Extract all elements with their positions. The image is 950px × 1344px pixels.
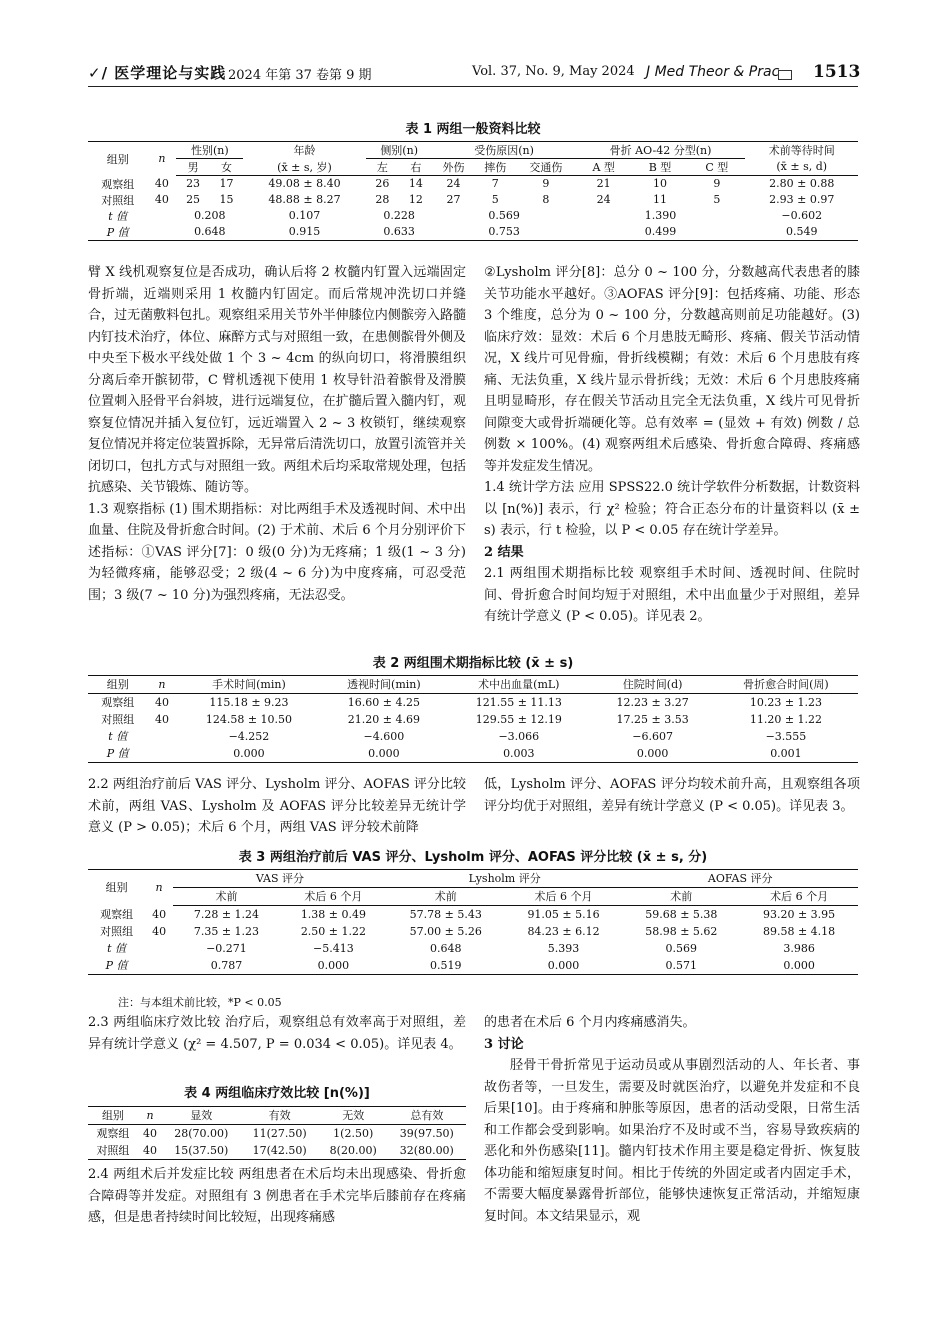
table-row	[88, 711, 858, 728]
cell: 10.23 ± 1.23	[749, 696, 823, 709]
cell	[147, 745, 176, 763]
cell: t 值	[108, 209, 128, 223]
t3-h-pre: 术前	[173, 888, 280, 906]
cell: 观察组	[101, 696, 135, 709]
cell: 40	[154, 713, 169, 726]
cell: 5	[491, 193, 499, 206]
cell: 58.98 ± 5.62	[645, 925, 718, 938]
cell: 0.569	[665, 942, 698, 955]
table-row	[88, 745, 858, 763]
cell: 0.633	[383, 225, 415, 238]
cell: 24	[596, 193, 611, 206]
cell: 观察组	[101, 177, 135, 191]
cell: 7	[491, 177, 499, 191]
paragraph: ②Lysholm 评分[8]：总分 0 ~ 100 分，分数越高代表患者的膝关节功能水平越好。③AOFAS 评分[9]：包括疼痛、功能、形态 3 个维度，总分为 0 ~ 100 分，分数越高则前足功能越好。(3) 临床疗效：显效：术后 6 个月患肢无畸形、疼痛、假关节活动情况，X 线片可见骨痂，骨折线模糊；有效：术后 6 个月患肢有疼痛、无法负重，X 线片显示骨折线；无效：术后 6 个月患肢疼痛且明显畸形，存在假关节活动且完全无法负重，X 线片可见骨折间隙变大或骨折端硬化等。总有效率 = (显效 + 有效) 例数 / 总例数 × 100%。(4) 观察两组术后感染、骨折愈合障碍、疼痛感等并发症发生情况。	[484, 265, 860, 474]
table4	[88, 1106, 466, 1160]
section-2-2-cont	[484, 774, 860, 817]
cell: 1.38 ± 0.49	[300, 908, 367, 921]
t3-h-aofas: AOFAS 评分	[622, 870, 858, 888]
t1-h-sex: 性别(n)	[176, 142, 243, 159]
table1-title: 表 1 两组一般资料比较	[405, 122, 541, 137]
cell: 57.00 ± 5.26	[409, 925, 482, 938]
t1-h-n: n	[158, 152, 166, 166]
journal-logo: ✓/ 医学理论与实践	[88, 64, 227, 82]
table-row	[88, 728, 858, 745]
cell: 对照组	[101, 713, 135, 726]
right-column-1	[484, 262, 860, 628]
table-row	[88, 940, 858, 957]
t1-h-a: A 型	[576, 159, 632, 176]
cell: 0.549	[785, 225, 818, 238]
cell: 0.648	[194, 225, 226, 238]
page-number: 1513	[813, 62, 861, 82]
cell: 40	[154, 193, 169, 206]
t1-h-c2: 摔伤	[474, 159, 516, 176]
t1-h-wait-unit: (x̄ ± s, d)	[745, 159, 858, 176]
paragraph: 2.3 两组临床疗效比较 治疗后，观察组总有效率高于对照组，差异有统计学意义 (χ² = 4.507, P = 0.034 < 0.05)。详见表 4。	[88, 1015, 466, 1052]
cell: 5.393	[547, 942, 580, 955]
section-2-2	[88, 774, 466, 839]
cell: 对照组	[101, 193, 135, 207]
cell: 8	[542, 193, 550, 206]
cell: 40	[154, 696, 169, 709]
cell: 21	[596, 177, 611, 191]
t2-h: 住院时间(d)	[591, 676, 714, 694]
t1-h-group: 组别	[106, 152, 129, 166]
cell: 1.390	[644, 209, 677, 222]
cell: 3.986	[783, 942, 815, 955]
t1-h-c3: 交通伤	[516, 159, 575, 176]
t1-h-left: 左	[366, 159, 399, 176]
t3-h-post: 术后 6 个月	[505, 888, 623, 906]
t1-h-female: 女	[210, 159, 243, 176]
cell: 12	[408, 193, 423, 206]
cell: t 值	[107, 942, 127, 955]
cell: 观察组	[100, 907, 134, 921]
cell: t 值	[108, 730, 128, 743]
t4-h: 有效	[240, 1107, 318, 1125]
t1-h-male: 男	[176, 159, 209, 176]
cell: 16.60 ± 4.25	[347, 696, 420, 709]
section-1-3: 1.3 观察指标 (1) 围术期指标：对比两组手术及透视时间、术中出血量、住院及骨折愈合时间。(2) 于术前、术后 6 个月分别评价下述指标：①VAS 评分[7]：0 级(0 分)为无疼痛；1 级(1 ~ 3 分)为轻微疼痛，能够忍受；2 级(4 ~ 6 分)为中度疼痛，可忍受范围；3 级(7 ~ 10 分)为强烈疼痛，无法忍受。	[88, 501, 466, 603]
cell: 84.23 ± 6.12	[527, 925, 600, 938]
t4-h: n	[138, 1107, 162, 1125]
cell: 0.499	[644, 225, 677, 238]
table-row	[88, 923, 858, 940]
t3-h-lysholm: Lysholm 评分	[387, 870, 623, 888]
cell: 0.753	[488, 225, 520, 238]
cell: 21.20 ± 4.69	[347, 713, 420, 726]
t3-h-post: 术后 6 个月	[280, 888, 387, 906]
cell: 28	[375, 193, 390, 206]
cell: 15	[219, 193, 234, 206]
section-2-heading: 2 结果	[484, 544, 524, 560]
cell: 7.28 ± 1.24	[193, 908, 260, 921]
table-row	[88, 1125, 466, 1143]
cell: 115.18 ± 9.23	[209, 696, 289, 709]
cell: 24	[446, 177, 461, 191]
table3	[88, 869, 858, 975]
cell: 14	[408, 177, 423, 191]
table2	[88, 675, 858, 763]
cell: 40	[154, 177, 169, 190]
table3-title: 表 3 两组治疗前后 VAS 评分、Lysholm 评分、AOFAS 评分比较 (x̄ ± s, 分)	[238, 850, 708, 865]
section-2-3	[88, 1012, 466, 1055]
t2-h: 组别	[88, 676, 147, 694]
cell: 0.208	[194, 209, 226, 222]
t3-h-group: 组别	[105, 881, 128, 895]
cell: 129.55 ± 12.19	[475, 713, 562, 726]
t1-h-age-unit: (x̄ ± s, 岁)	[243, 159, 365, 176]
cell: 0.000	[368, 747, 400, 760]
cell: P 值	[106, 225, 129, 239]
cell: 40	[143, 1127, 158, 1140]
t1-h-b: B 型	[632, 159, 688, 176]
t3-h-vas: VAS 评分	[173, 870, 387, 888]
cell: 0.915	[288, 225, 321, 238]
t2-h: 骨折愈合时间(周)	[714, 676, 858, 694]
cell: 0.519	[430, 959, 462, 972]
right-column-3	[484, 1012, 860, 1227]
cell: 124.58 ± 10.50	[205, 713, 293, 726]
cell: 40	[152, 907, 167, 921]
issue-cn: 2024 年第 37 卷第 9 期	[228, 68, 372, 83]
table3-note: 注：与本组术前比较，*P < 0.05	[118, 996, 282, 1009]
t2-h: 透视时间(min)	[321, 676, 446, 694]
paragraph: 2.4 两组术后并发症比较 两组患者在术后均未出现感染、骨折愈合障碍等并发症。对照组有 3 例患者在手术完毕后膝前存在疼痛感，但是患者持续时间比较短，出现疼痛感	[88, 1167, 466, 1225]
t4-h: 总有效	[388, 1107, 466, 1125]
cell: −0.271	[206, 942, 247, 955]
table-row	[88, 192, 858, 208]
cell: 0.107	[288, 209, 321, 222]
cell: 0.000	[636, 747, 669, 760]
cell: 26	[375, 177, 390, 191]
cell: 10	[653, 177, 667, 191]
left-column-1	[88, 262, 466, 606]
cell: 27	[446, 193, 461, 206]
t1-h-ao: 骨折 AO-42 分型(n)	[576, 142, 746, 159]
cell: 2.80 ± 0.88	[769, 177, 835, 191]
t1-h-age: 年龄	[293, 144, 316, 158]
table-row	[88, 957, 858, 975]
t2-h: 手术时间(min)	[176, 676, 321, 694]
cell: 12.23 ± 3.27	[616, 696, 689, 709]
cell: 2.50 ± 1.22	[300, 925, 367, 938]
cell: 0.571	[665, 959, 698, 972]
cell: 40	[152, 925, 167, 938]
cell: 0.000	[783, 959, 815, 972]
table-row	[88, 1142, 466, 1160]
cell	[145, 940, 173, 957]
cell: 121.55 ± 11.13	[475, 696, 562, 709]
t3-h-pre: 术前	[622, 888, 740, 906]
cell: 11(27.50)	[252, 1127, 307, 1140]
cell: 0.000	[317, 959, 350, 972]
section-1-4: 1.4 统计学方法 应用 SPSS22.0 统计学软件分析数据，计数资料以 [n(%)] 表示，行 χ² 检验；符合正态分布的计量资料以 (x̄ ± s) 表示，行 t 检验，以 P < 0.05 存在统计学差异。	[484, 480, 860, 538]
t4-h: 组别	[88, 1107, 138, 1125]
running-header	[88, 60, 861, 87]
t3-h-pre: 术前	[387, 888, 505, 906]
cell: 28(70.00)	[174, 1127, 229, 1140]
cell	[147, 728, 176, 745]
cell: 0.003	[503, 747, 535, 760]
cell: 11	[653, 193, 667, 206]
cell: −3.066	[498, 730, 540, 743]
t4-h: 显效	[162, 1107, 240, 1125]
cell: 17	[219, 177, 234, 191]
cell: −6.607	[632, 730, 673, 743]
cell: 5	[713, 193, 721, 206]
cell: 0.000	[547, 959, 580, 972]
cell: −0.602	[781, 209, 823, 222]
cell: 91.05 ± 5.16	[527, 908, 600, 921]
issue-en: Vol. 37, No. 9, May 2024	[472, 64, 635, 79]
cell: −4.600	[363, 730, 405, 743]
table-row	[88, 906, 858, 924]
cell: −5.413	[313, 942, 354, 955]
cell: P 值	[105, 959, 128, 972]
cell: 9	[542, 177, 550, 191]
section-3-heading: 3 讨论	[484, 1036, 524, 1052]
cell: 48.88 ± 8.27	[268, 193, 341, 206]
paragraph: 2.2 两组治疗前后 VAS 评分、Lysholm 评分、AOFAS 评分比较 术前，两组 VAS、Lysholm 及 AOFAS 评分比较差异无统计学意义 (P > 0.05)；术后 6 个月，两组 VAS 评分较术前降	[88, 777, 466, 835]
cell: P 值	[106, 747, 129, 760]
table4-title: 表 4 两组临床疗效比较 [n(%)]	[184, 1086, 370, 1101]
cell: 57.78 ± 5.43	[409, 908, 482, 921]
cell: 15(37.50)	[174, 1144, 229, 1157]
t2-h: 术中出血量(mL)	[446, 676, 591, 694]
cell: 观察组	[96, 1127, 130, 1140]
cell: 49.08 ± 8.40	[268, 177, 341, 191]
cell: −4.252	[228, 730, 270, 743]
cell: 25	[186, 193, 201, 206]
paragraph: 臂 X 线机观察复位是否成功，确认后将 2 枚髓内钉置入远端固定骨折端，近端则采用 1 枚髓内钉固定。而后常规冲洗切口并缝合，过无菌敷料包扎。观察组采用关节外半伸膝位内侧髌旁入路髓内钉技术治疗，体位、麻醉方式与对照组一致，在患侧髌骨外侧及中央至下极水平线处做 1 个 3 ~ 4cm 的纵向切口，将滑膜组织分离后牵开髌韧带，C 臂机透视下使用 1 枚导针沿着髌骨及滑膜位置刺入胫骨平台斜坡，进行远端复位，在扩髓后置入髓内钉，观察复位情况并插入复位钉，远近端置入 2 ~ 3 枚锁钉，继续观察复位情况并将定位装置拆除，无异常后清洗切口，放置引流管并关闭切口，包扎方式与对照组一致。两组术后均采取常规处理，包括抗感染、关节锻炼、随访等。	[88, 265, 466, 495]
cell	[145, 957, 173, 975]
cell: 23	[186, 177, 201, 191]
journal-en: J Med Theor & Prac	[646, 64, 780, 80]
cell: 7.35 ± 1.23	[193, 925, 260, 938]
cell: 89.58 ± 4.18	[762, 925, 836, 938]
cell: 2.93 ± 0.97	[769, 193, 835, 206]
t3-h-post: 术后 6 个月	[740, 888, 858, 906]
t2-h: n	[147, 676, 176, 694]
table-row	[88, 694, 858, 712]
t1-h-wait: 术前等待时间	[768, 144, 835, 158]
cell: 9	[713, 177, 721, 191]
header-box-icon	[778, 70, 792, 80]
cell: 0.228	[383, 209, 415, 222]
cell: 1(2.50)	[333, 1127, 374, 1140]
cell: 对照组	[96, 1144, 130, 1157]
table-row	[88, 176, 858, 192]
t1-h-c: C 型	[688, 159, 745, 176]
cell: 32(80.00)	[399, 1144, 454, 1157]
cell: 39(97.50)	[399, 1127, 454, 1140]
cell: 0.569	[488, 209, 520, 222]
t3-h-n: n	[155, 881, 163, 895]
t1-h-c1: 外伤	[433, 159, 475, 176]
table-row	[88, 208, 858, 224]
cell: 40	[143, 1144, 158, 1157]
paragraph: 胫骨干骨折常见于运动员或从事剧烈活动的人、年长者、事故伤者等，一旦发生，需要及时就医治疗，以避免并发症和不良后果[10]。由于疼痛和肿胀等原因，患者的活动受限，日常生活和工作都会受到影响。如果治疗不及时或不当，容易导致疾病的恶化和外伤感染[11]。髓内钉技术作用主要是稳定骨折、恢复肢体功能和缩短康复时间。相比于传统的外固定或者内固定手术，不需要大幅度暴露骨折部位，能够快速恢复正常活动，并缩短康复时间。本文结果显示，观	[484, 1058, 860, 1224]
cell: 0.001	[770, 747, 802, 760]
cell: 11.20 ± 1.22	[749, 713, 823, 726]
cell: 0.648	[430, 942, 462, 955]
paragraph: 低，Lysholm 评分、AOFAS 评分均较术前升高，且观察组各项评分均优于对照组，差异有统计学意义 (P < 0.05)。详见表 3。	[484, 777, 860, 814]
t4-h: 无效	[319, 1107, 388, 1125]
t1-h-side: 侧别(n)	[366, 142, 433, 159]
cell: 8(20.00)	[329, 1144, 377, 1157]
cell: 0.787	[210, 959, 243, 972]
section-2-1: 2.1 两组围术期指标比较 观察组手术时间、透视时间、住院时间、骨折愈合时间均短于对照组，术中出血量少于对照组，差异有统计学意义 (P < 0.05)。详见表 2。	[484, 566, 860, 624]
table-row	[88, 224, 858, 241]
table1	[88, 141, 858, 241]
section-2-4	[88, 1164, 466, 1229]
cell: 0.000	[233, 747, 265, 760]
cell: −3.555	[765, 730, 807, 743]
paragraph: 的患者在术后 6 个月内疼痛感消失。	[484, 1015, 696, 1030]
cell: 93.20 ± 3.95	[762, 908, 836, 921]
cell: 对照组	[100, 925, 134, 938]
table2-title: 表 2 两组围术期指标比较 (x̄ ± s)	[372, 656, 574, 671]
cell: 17.25 ± 3.53	[616, 713, 689, 726]
t1-h-cause: 受伤原因(n)	[433, 142, 576, 159]
cell: 59.68 ± 5.38	[645, 908, 718, 921]
cell: 17(42.50)	[252, 1144, 307, 1157]
t1-h-right: 右	[399, 159, 432, 176]
